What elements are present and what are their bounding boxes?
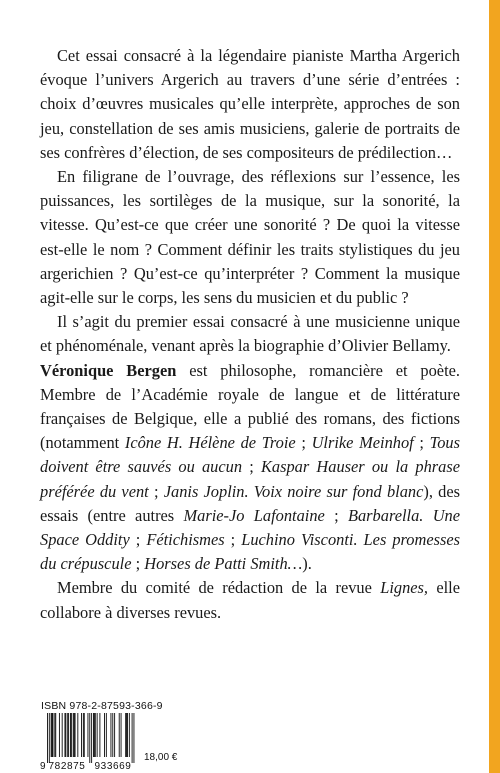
barcode-bar (68, 713, 69, 757)
barcode-bar (51, 713, 52, 757)
work-title: Icône H. Hélène de Troie (124, 433, 296, 453)
barcode-digits-left: 782875 (48, 761, 86, 771)
bio-text: est philosophe, romancière et poète. Membre de l’Académie royale de langue et de littérature françaises de Belgique, elle a publié des romans, des fictions (notamment (40, 360, 460, 453)
barcode-bar (53, 713, 54, 757)
barcode-bar (52, 713, 53, 757)
barcode-bar (126, 713, 127, 757)
barcode-bar (119, 713, 120, 757)
barcode-bar (71, 713, 72, 757)
barcode-bar (70, 713, 71, 757)
bio-text: ; (148, 481, 164, 501)
barcode-block (40, 700, 260, 771)
journal-title: Lignes, (380, 578, 429, 598)
barcode-bar (83, 713, 84, 757)
work-title: Barbarella. Une Space Oddity (40, 505, 460, 550)
bio-text: elle collabore à diverses revues. (40, 578, 460, 622)
barcode-bar (84, 713, 85, 757)
barcode-bar (106, 713, 107, 757)
summary-paragraph: Cet essai consacré à la légendaire pianiste Martha Argerich évoque l’univers Argerich au travers d’une série d’entrées : choix d’œuvres musicales qu’elle interprète, approches de son jeu, constellation de ses amis musiciens, galerie de portraits de ses confrères d’élection, de ses compositeurs de prédilection… (40, 46, 460, 162)
barcode-bar (54, 713, 55, 757)
barcode-bar (97, 713, 98, 757)
barcode-bar (55, 713, 56, 757)
barcode-bar (62, 713, 63, 757)
barcode-bar (64, 713, 65, 757)
author-extra-paragraph (40, 576, 460, 624)
barcode-bar (77, 713, 78, 757)
bio-text: ; (324, 505, 348, 525)
bio-text: Membre du comité de rédaction de la revue (57, 578, 381, 598)
barcode-bar (93, 713, 94, 757)
context-paragraph: Il s’agit du premier essai consacré à une musicienne unique et phénoménale, venant après la biographie d’Olivier Bellamy. (40, 312, 460, 356)
barcode-bar (47, 713, 48, 763)
work-title: Kaspar Hauser ou la phrase préférée du vent (40, 457, 460, 501)
ean-barcode (40, 713, 140, 771)
isbn-label: ISBN 978-2-87593-366-9 (41, 700, 163, 712)
price-label: 18,00 € (144, 752, 178, 763)
back-cover-text (40, 44, 460, 625)
barcode-bar (132, 713, 133, 763)
barcode-digit-first: 9 (40, 761, 46, 771)
bio-text: ; (242, 457, 261, 477)
barcode-bar (99, 713, 100, 757)
barcode-bar (65, 713, 66, 757)
work-title: Ulrike Meinhof (311, 433, 414, 453)
barcode-bar (67, 713, 68, 757)
barcode-bar (112, 713, 113, 757)
barcode-bar (81, 713, 82, 757)
reflections-paragraph: En filigrane de l’ouvrage, des réflexions sur l’essence, les puissances, les sortilèges de la musique, sur la sonorité, la vitesse. Qu’est-ce que créer une sonorité ? De quoi la vitesse est-elle le nom ? Comment définir les traits stylistiques du jeu argerichien ? Qu’est-ce qu’interpréter ? Comment la musique agit-elle sur le corps, les sens du musicien et du public ? (40, 167, 460, 308)
barcode-bar (104, 713, 105, 757)
barcode-bar (91, 713, 92, 763)
bio-text: ; (129, 530, 147, 550)
barcode-bar (133, 713, 134, 763)
barcode-bar (73, 713, 74, 757)
work-title: Marie-Jo Lafontaine (183, 505, 325, 525)
barcode-bar (110, 713, 111, 757)
barcode-bar (94, 713, 95, 757)
work-title: Horses de Patti Smith… (144, 554, 303, 574)
barcode-bar (87, 713, 88, 757)
barcode-bar (95, 713, 96, 757)
barcode-bar (129, 713, 130, 757)
bio-text: ; (295, 433, 312, 453)
bio-text: ), des essais (entre autres (40, 481, 460, 525)
barcode-digits-right: 933669 (94, 761, 132, 771)
barcode-bar (49, 713, 50, 763)
bio-text: ). (302, 554, 312, 574)
barcode-bar (125, 713, 126, 757)
barcode-bar (89, 713, 90, 763)
bio-text: ; (413, 433, 430, 453)
barcode-bar (59, 713, 60, 757)
work-title: Janis Joplin. Voix noire sur fond blanc (163, 481, 424, 501)
bio-text: ; (224, 530, 242, 550)
barcode-bar (74, 713, 75, 757)
barcode-bar (114, 713, 115, 757)
barcode-bar (121, 713, 122, 757)
bio-text: ; (131, 554, 145, 574)
work-title: Tous doivent être sauvés ou aucun (40, 433, 460, 477)
work-title: Fétichismes (146, 530, 225, 550)
spine-stripe (489, 0, 500, 773)
barcode-bar (127, 713, 128, 757)
work-title: Luchino Visconti. Les promesses du crépuscule (40, 530, 461, 574)
author-name: Véronique Bergen (40, 360, 177, 380)
author-bio-paragraph (40, 359, 460, 577)
barcode-bar (75, 713, 76, 757)
